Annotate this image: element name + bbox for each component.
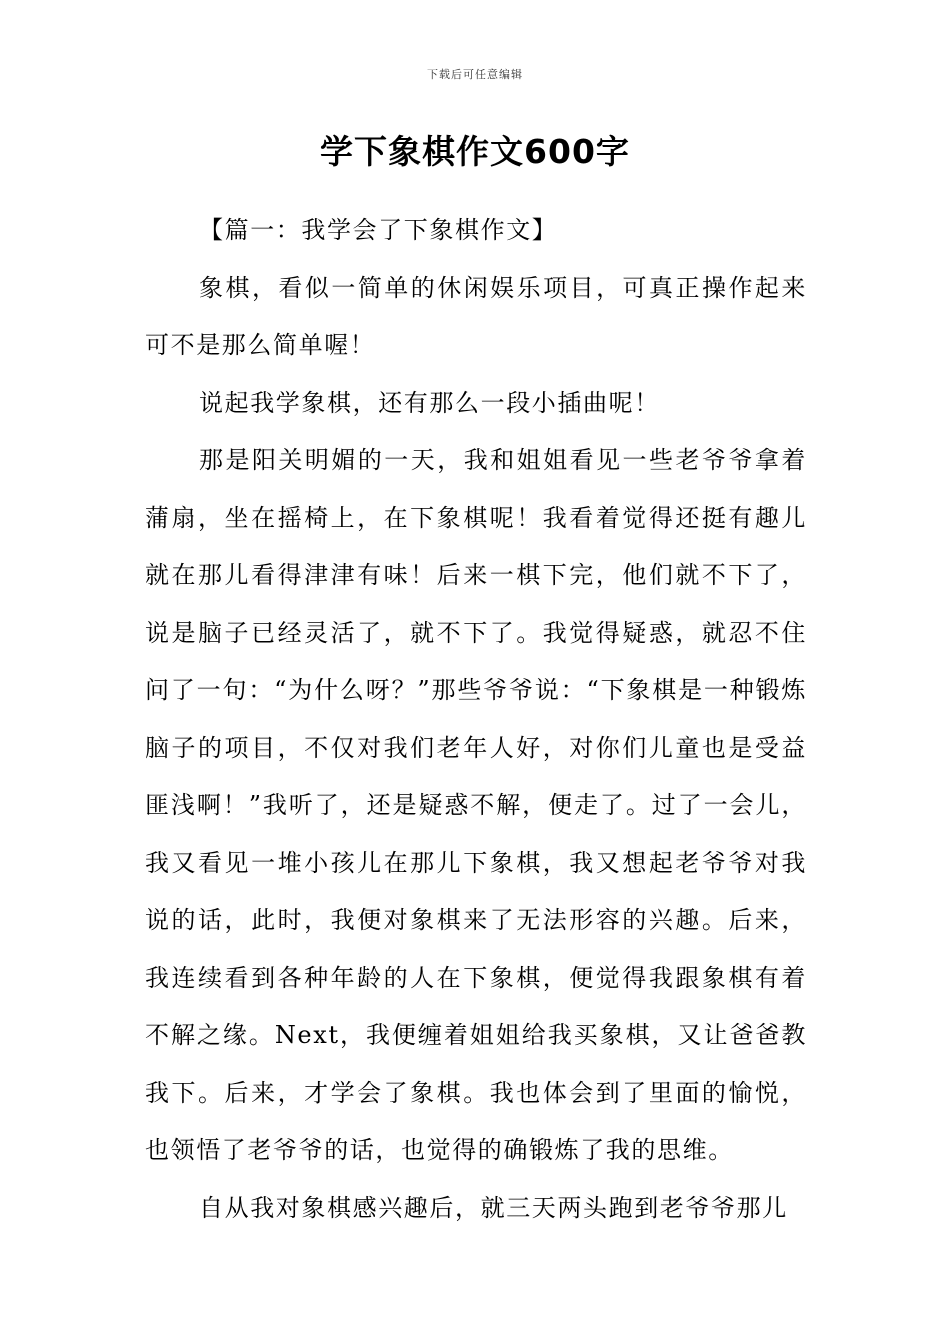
paragraph-2: 说起我学象棋，还有那么一段小插曲呢！ [199, 388, 660, 417]
header-note: 下载后可任意编辑 [427, 68, 523, 81]
paragraph-1: 象棋，看似一简单的休闲娱乐项目，可真正操作起来可不是那么简单喔！ [145, 273, 807, 359]
paragraph-3: 那是阳关明媚的一天，我和姐姐看见一些老爷爷拿着蒲扇，坐在摇椅上，在下象棋呢！我看着觉得还挺有趣儿就在那儿看得津津有味！后来一棋下完，他们就不下了，说是脑子已经灵活了，就不下了。我觉得疑惑，就忍不住问了一句：“为什么呀？”那些爷爷说：“下象棋是一种锻炼脑子的项目，不仅对我们老年人好，对你们儿童也是受益匪浅啊！”我听了，还是疑惑不解，便走了。过了一会儿，我又看见一堆小孩儿在那儿下象棋，我又想起老爷爷对我说的话，此时，我便对象棋来了无法形容的兴趣。后来，我连续看到各种年龄的人在下象棋，便觉得我跟象棋有着不解之缘。Next，我便缠着姐姐给我买象棋，又让爸爸教我下。后来，才学会了象棋。我也体会到了里面的愉悦，也领悟了老爷爷的话，也觉得的确锻炼了我的思维。 [145, 446, 807, 1164]
section-heading: 【篇一：我学会了下象棋作文】 [199, 216, 558, 244]
document-body [145, 202, 807, 1237]
paragraph-4: 自从我对象棋感兴趣后，就三天两头跑到老爷爷那儿 [199, 1193, 788, 1222]
document-title: 学下象棋作文600字 [320, 132, 630, 171]
